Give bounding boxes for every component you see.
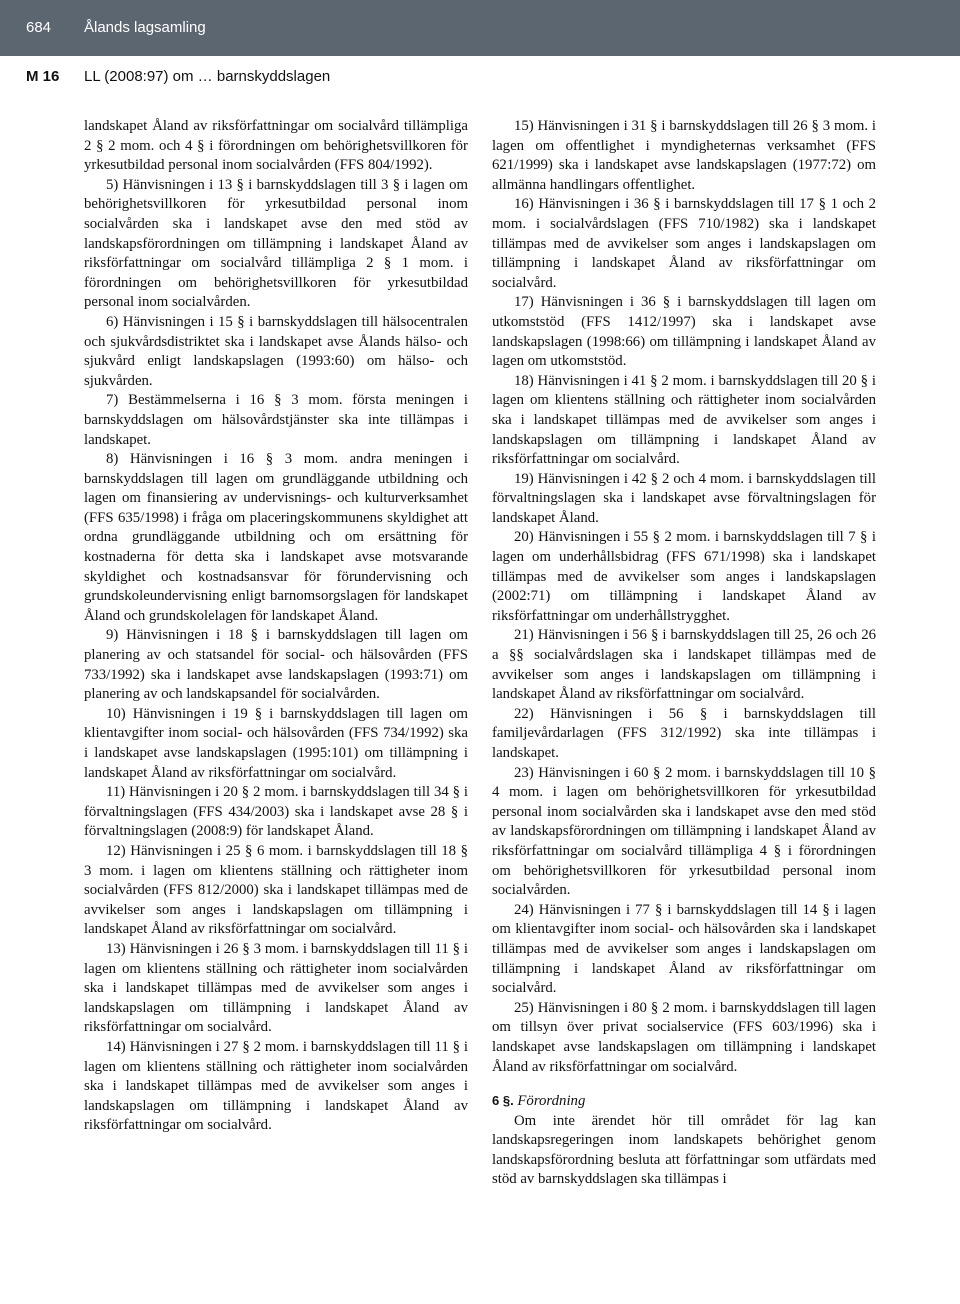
paragraph: 8) Hänvisningen i 16 § 3 mom. andra meningen i barnskyddslagen till lagen om grundläggande utbildning och lagen om finansiering av undervisnings- och kulturverksamhet (FFS 635/1998) i fråga om placeringskommunens skyldighet att ordna grundläggande utbildning och om ersättning för kostnaderna för detta ska i landskapet avse motsvarande skyldighet och kostnadsansvar för förundervisning och grundskoleundervisning enligt barnomsorgslagen för landskapet Åland och grundskolelagen för landskapet Åland. xyxy=(84,451,468,624)
paragraph: 16) Hänvisningen i 36 § i barnskyddslagen till 17 § 1 och 2 mom. i socialvårdslagen (FFS 710/1982) ska i landskapet tillämpas med de avvikelser som anges i landskapslagen om tillämpning i landskapet Åland av riksförfattningar om socialvård. xyxy=(492,196,876,291)
paragraph: 7) Bestämmelserna i 16 § 3 mom. första meningen i barnskyddslagen om hälsovårdstjänster ska inte tillämpas i landskapet. xyxy=(84,392,468,448)
paragraph: 21) Hänvisningen i 56 § i barnskyddslagen till 25, 26 och 26 a §§ socialvårdslagen ska i landskapet tillämpas med de avvikelser som anges i landskapslagen om tillämpning i landskapet Åland av riksförfattningar om socialvård. xyxy=(492,627,876,703)
paragraph: 24) Hänvisningen i 77 § i barnskyddslagen till 14 § i lagen om klientavgifter inom social- och hälsovården ska i landskapet tillämpas med de avvikelser som anges i landskapslagen om tillämpning i landskapet Åland av riksförfattningar om socialvård. xyxy=(492,901,876,997)
section-number: 6 §. xyxy=(492,1093,514,1109)
paragraph: 23) Hänvisningen i 60 § 2 mom. i barnskyddslagen till 10 § 4 mom. i lagen om behörighetsvillkoren för yrkesutbildad personal inom socialvården ska i landskapet avse den med stöd av landskapsförordningen om tillämpning i landskapet Åland av riksförfattningar om socialvård tillämpliga 4 § i förordningen om behörighetsvillkoren för yrkesutbildad personal inom socialvården. xyxy=(492,764,876,899)
paragraph: 14) Hänvisningen i 27 § 2 mom. i barnskyddslagen till 11 § i lagen om klientens ställning och rättigheter inom socialvården ska i landskapet tillämpas med de avvikelser som anges i landskapslagen om tillämpning i landskapet Åland av riksförfattningar om socialvård. xyxy=(84,1038,468,1134)
paragraph: 19) Hänvisningen i 42 § 2 och 4 mom. i barnskyddslagen till förvaltningslagen ska i landskapet avse förvaltningslagen för landskapet Åland. xyxy=(492,470,876,526)
paragraph: 25) Hänvisningen i 80 § 2 mom. i barnskyddslagen till lagen om tillsyn över privat socialservice (FFS 603/1996) ska i landskapet avse landskapslagen om tillämpning i landskapet Åland av riksförfattningar om socialvård. xyxy=(492,999,876,1075)
chapter-code: M 16 xyxy=(26,68,60,85)
paragraph: 9) Hänvisningen i 18 § i barnskyddslagen till lagen om planering av och statsandel för social- och hälsovården (FFS 733/1992) ska i landskapet avse landskapslagen (1993:71) om planering av och landskapsandel för socialvården. xyxy=(84,627,468,703)
paragraph: 5) Hänvisningen i 13 § i barnskyddslagen till 3 § i lagen om behörighetsvillkoren för yrkesutbildad personal inom socialvården ska i landskapet avse den med stöd av landskapsförordningen om tillämpning i landskapet Åland av riksförfattningar om socialvård tillämpliga 2 § 1 mom. i förordningen om behörighetsvillkoren för yrkesutbildad personal inom socialvården. xyxy=(84,176,468,311)
page-number: 684 xyxy=(26,19,52,36)
paragraph: 6) Hänvisningen i 15 § i barnskyddslagen till hälsocentralen och sjukvårdsdistriktet ska i landskapet avse Ålands hälso- och sjukvård enligt landskapslagen (1993:60) om hälso- och sjukvården. xyxy=(84,313,468,389)
page-header-bar xyxy=(0,0,960,56)
left-text-column xyxy=(84,117,468,1136)
paragraph: 11) Hänvisningen i 20 § 2 mom. i barnskyddslagen till 34 § i förvaltningslagen (FFS 434/2003) ska i landskapet avse 28 § i förvaltningslagen (2008:9) för landskapet Åland. xyxy=(84,784,468,840)
book-title: Ålands lagsamling xyxy=(84,19,206,36)
paragraph: 15) Hänvisningen i 31 § i barnskyddslagen till 26 § 3 mom. i lagen om offentlighet i myndigheternas verksamhet (FFS 621/1999) ska i landskapet avse landskapslagen (1977:72) om allmänna handlingars offentlighet. xyxy=(492,118,876,193)
paragraph: 22) Hänvisningen i 56 § i barnskyddslagen till familjevårdarlagen (FFS 312/1992) ska inte tillämpas i landskapet. xyxy=(492,705,876,761)
law-reference: LL (2008:97) om … barnskyddslagen xyxy=(84,68,331,85)
paragraph: 12) Hänvisningen i 25 § 6 mom. i barnskyddslagen till 18 § 3 mom. i lagen om klientens ställning och rättigheter inom socialvården (FFS 812/2000) ska i landskapet tillämpas med de avvikelser som anges i landskapslagen om tillämpning i landskapet Åland av riksförfattningar om socialvård. xyxy=(84,842,468,938)
paragraph: Om inte ärendet hör till området för lag kan landskapsregeringen inom landskapets behörighet genom landskapsförordning besluta att författningar som utfärdats med stöd av barnskyddslagen ska tillämpas i xyxy=(492,1112,876,1188)
paragraph: 17) Hänvisningen i 36 § i barnskyddslagen till lagen om utkomststöd (FFS 1412/1997) ska i landskapet avse landskapslagen (1998:66) om tillämpning i landskapet Åland av lagen om utkomststöd. xyxy=(492,294,876,370)
paragraph: 13) Hänvisningen i 26 § 3 mom. i barnskyddslagen till 11 § i lagen om klientens ställning och rättigheter inom socialvården ska i landskapet tillämpas med de avvikelser som anges i landskapslagen om tillämpning i landskapet Åland av riksförfattningar om socialvård. xyxy=(84,940,468,1036)
section-title: Förordning xyxy=(517,1093,586,1110)
paragraph: 10) Hänvisningen i 19 § i barnskyddslagen till lagen om klientavgifter inom social- och hälsovården (FFS 734/1992) ska i landskapet avse landskapslagen (1995:101) om tillämpning i landskapet Åland av riksförfattningar om socialvård. xyxy=(84,705,468,781)
paragraph: 20) Hänvisningen i 55 § 2 mom. i barnskyddslagen till 7 § i lagen om underhållsbidrag (FFS 671/1998) ska i landskapet tillämpas med de avvikelser som anges i landskapslagen (2002:71) om tillämpning i landskapet Åland av riksförfattningar om underhållstrygghet. xyxy=(492,529,876,624)
section-heading xyxy=(492,1091,876,1112)
paragraph: landskapet Åland av riksförfattningar om socialvård tillämpliga 2 § 2 mom. och 4 § i förordningen om behörighetsvillkoren för yrkesutbildad personal inom socialvården (FFS 804/1992). xyxy=(84,118,468,174)
paragraph: 18) Hänvisningen i 41 § 2 mom. i barnskyddslagen till 20 § i lagen om klientens ställning och rättigheter inom socialvården ska i landskapet tillämpas med de avvikelser som anges i landskapslagen om tillämpning i landskapet Åland av riksförfattningar om socialvård. xyxy=(492,372,876,468)
running-subheader xyxy=(0,66,960,88)
right-text-column xyxy=(492,117,876,1190)
